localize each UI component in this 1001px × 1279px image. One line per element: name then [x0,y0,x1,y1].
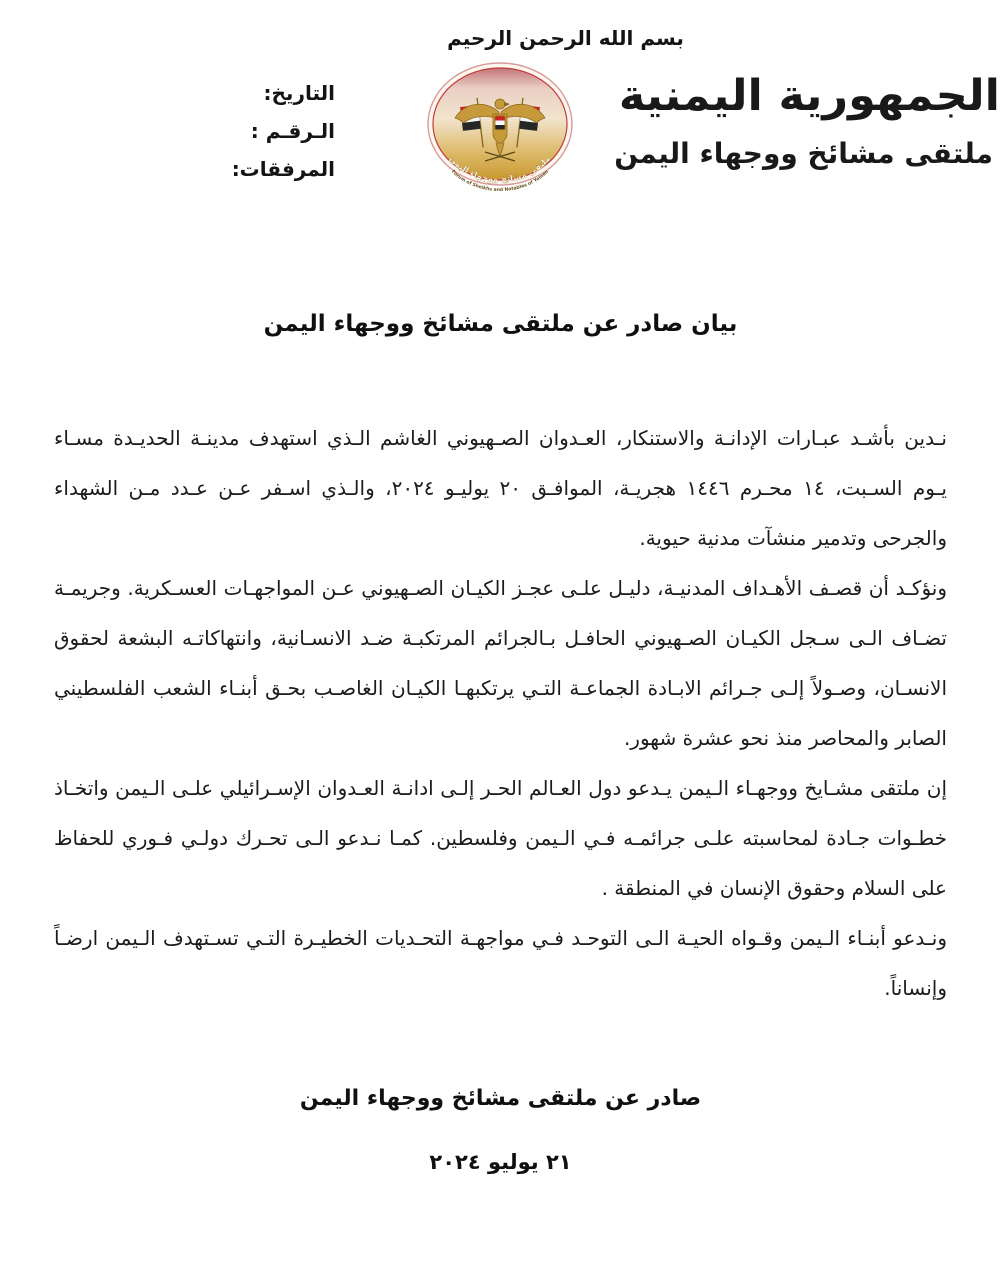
letterhead-calligraphy [614,58,1000,174]
date-field-label: التاريخ: [263,81,335,105]
republic-of-yemen-calligraphy: الجمهورية اليمنية [618,71,1000,121]
eagle-shield-icon [495,116,505,130]
forum-emblem [425,60,575,192]
bismillah-text: بسم الله الرحمن الرحيم [447,26,684,50]
number-field-label: الـرقـم : [250,119,335,143]
paragraph-call-to-world: إن ملتقى مشـايخ ووجهـاء الـيمن يـدعو دول العـالم الحـر إلـى ادانـة العـدوان الإسـرائيلي علـى الـيمن واتخـاذ خطـوات جـادة لمحاسبته علـى جرائمـه فـي الـيمن وفلسطين. كمـا نـدعو الـى تحـرك دولـي فـوري للحفاظ على السلام وحقوق الإنسان في المنطقة . [54,776,947,900]
paragraph-call-to-yemenis: ونـدعو أبنـاء الـيمن وقـواه الحيـة الـى التوحـد فـي مواجهـة التحـديات الخطيـرة التـي تسـتهدف الـيمن ارضـاً وإنساناً. [54,926,947,1000]
statement-date: ٢١ يوليو ٢٠٢٤ [429,1150,572,1174]
paragraph-condemnation: نـدين بأشـد عبـارات الإدانـة والاستنكار، العـدوان الصـهيوني الغاشم الـذي استهدف مدينـة الحديـدة مسـاء يـوم السـبت، ١٤ محـرم ١٤٤٦ هجريـة، الموافـق ٢٠ يوليـو ٢٠٢٤، والـذي اسـفر عـن عـدد مـن الشهداء والجرحى وتدمير منشآت مدنية حيوية. [54,426,947,550]
attachments-field-label: المرفقات: [231,157,335,181]
statement-body [54,413,947,1013]
reference-fields [232,74,335,188]
paragraph-civilian-targets: ونؤكـد أن قصـف الأهـداف المدنيـة، دليـل علـى عجـز الكيـان الصـهيوني عـن المواجهـات العسـكرية. وجريمـة تضـاف الـى سـجل الكيـان الصـهيوني الحافـل بـالجرائم المرتكبـة ضـد الانسـانية، وانتهاكاتـه البشعة لحقوق الانسـان، وصـولاً إلـى جـرائم الابـادة الجماعـة التـي يرتكبهـا الكيـان الغاصـب بحـق أبنـاء الشعب الفلسطيني الصابر والمحاصر منذ نحو عشرة شهور. [54,576,947,750]
emblem-graphic [425,60,575,192]
issued-by-line: صادر عن ملتقى مشائخ ووجهاء اليمن [299,1086,702,1111]
forum-name-calligraphy: ملتقى مشائخ ووجهاء اليمن [614,137,993,170]
statement-title: بيان صادر عن ملتقى مشائخ ووجهاء اليمن [263,311,738,337]
emblem-arc-text-english: Forum of Sheikhs and Notables of Yemen [450,169,550,192]
emblem-arc-text-arabic: ملتقى مشائخ ووجهاء اليمن [447,154,553,186]
